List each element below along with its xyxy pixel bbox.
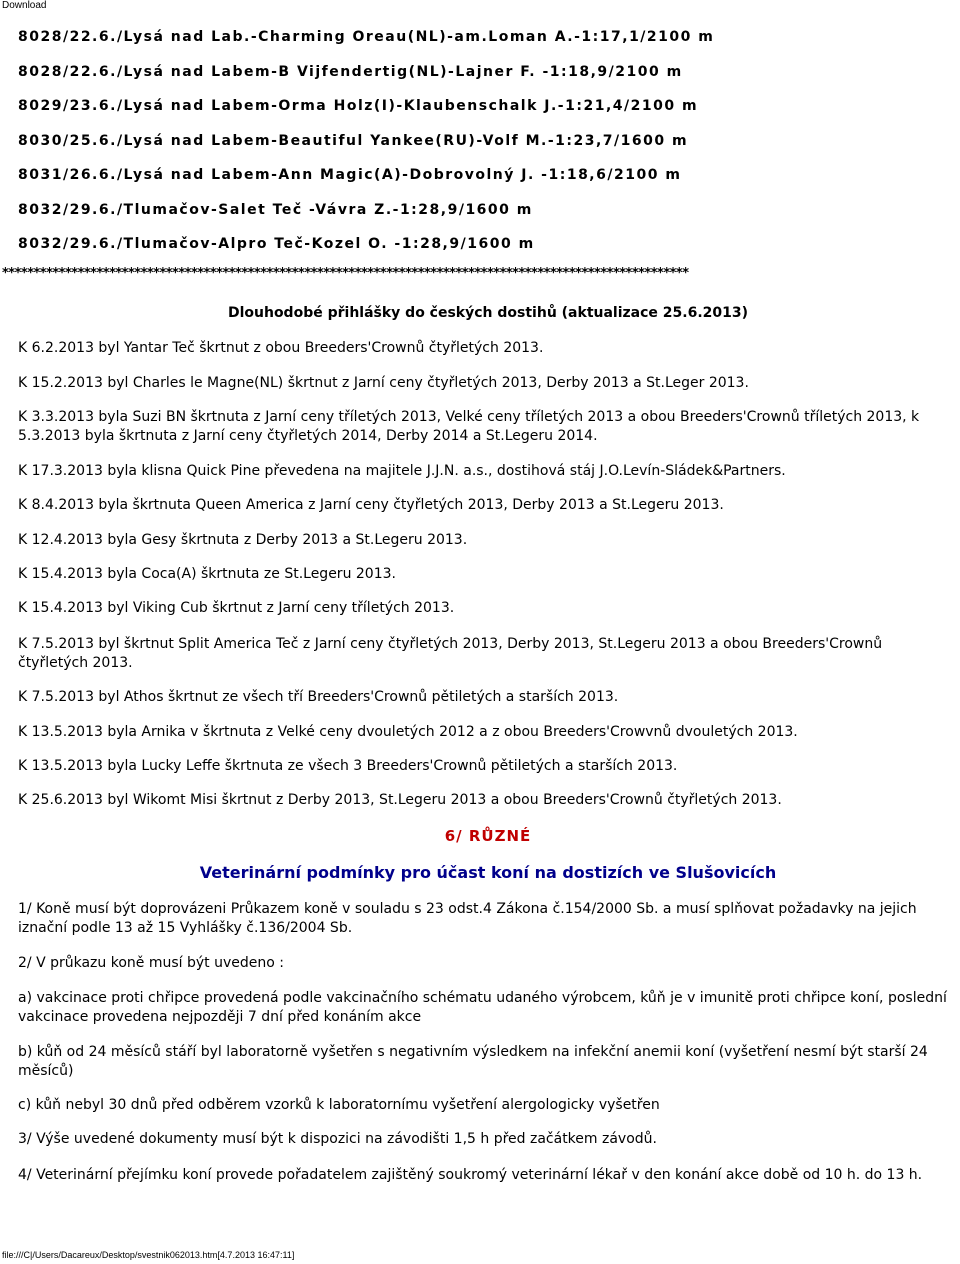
result-line: 8030/25.6./Lysá nad Labem-Beautiful Yankee(RU)-Volf M.-1:23,7/1600 m <box>18 133 689 149</box>
separator-stars: ************************************************************************************************************* <box>2 266 689 281</box>
notice-item: K 13.5.2013 byla Arnika v škrtnuta z Velké ceny dvouletých 2012 a z obou Breeders'Crowvnů dvouletých 2013. <box>18 724 798 740</box>
notice-item: K 8.4.2013 byla škrtnuta Queen America z Jarní ceny čtyřletých 2013, Derby 2013 a St.Legeru 2013. <box>18 497 724 513</box>
notice-item: K 25.6.2013 byl Wikomt Misi škrtnut z Derby 2013, St.Legeru 2013 a obou Breeders'Crownů čtyřletých 2013. <box>18 792 782 808</box>
vet-item: c) kůň nebyl 30 dnů před odběrem vzorků k laboratornímu vyšetření alergologicky vyšetřen <box>18 1097 660 1113</box>
vet-item: a) vakcinace proti chřipce provedená podle vakcinačního schématu udaného výrobcem, kůň je v imunitě proti chřipce koní, poslední vakcinace provedena nejpozději 7 dní před konáním akce <box>18 990 947 1025</box>
vet-item: 1/ Koně musí být doprovázeni Průkazem koně v souladu s 23 odst.4 Zákona č.154/2000 Sb. a musí splňovat požadavky na jejich iznační podle 13 až 15 Vyhlášky č.136/2004 Sb. <box>18 901 917 936</box>
result-line: 8031/26.6./Lysá nad Labem-Ann Magic(A)-Dobrovolný J. -1:18,6/2100 m <box>18 167 682 183</box>
result-line: 8028/22.6./Lysá nad Labem-B Vijfendertig(NL)-Lajner F. -1:18,9/2100 m <box>18 64 683 80</box>
notice-item: K 15.4.2013 byla Coca(A) škrtnuta ze St.Legeru 2013. <box>18 566 396 582</box>
notice-item: K 15.4.2013 byl Viking Cub škrtnut z Jarní ceny tříletých 2013. <box>18 600 455 616</box>
notice-item: K 17.3.2013 byla klisna Quick Pine převedena na majitele J.J.N. a.s., dostihová stáj J.O.Levín-Sládek&Partners. <box>18 463 786 479</box>
result-line: 8032/29.6./Tlumačov-Salet Teč -Vávra Z.-1:28,9/1600 m <box>18 202 533 218</box>
notice-item: K 7.5.2013 byl Athos škrtnut ze všech tří Breeders'Crownů pětiletých a starších 2013. <box>18 689 619 705</box>
notice-item: K 12.4.2013 byla Gesy škrtnuta z Derby 2013 a St.Legeru 2013. <box>18 532 468 548</box>
vet-item: b) kůň od 24 měsíců stáří byl laboratorně vyšetřen s negativním výsledkem na infekční anemii koní (vyšetření nesmí být starší 24 měsíců) <box>18 1044 928 1079</box>
result-line: 8029/23.6./Lysá nad Labem-Orma Holz(I)-Klaubenschalk J.-1:21,4/2100 m <box>18 98 699 114</box>
download-link[interactable]: Download <box>2 0 47 11</box>
vet-title: Veterinární podmínky pro účast koní na dostizích ve Slušovicích <box>199 863 777 882</box>
file-path-footer: file:///C|/Users/Dacareux/Desktop/svestnik062013.htm[4.7.2013 16:47:11] <box>2 1250 295 1260</box>
section-title: 6/ RŮZNÉ <box>444 827 532 845</box>
vet-item: 2/ V průkazu koně musí být uvedeno : <box>18 955 284 971</box>
notice-item: K 3.3.2013 byla Suzi BN škrtnuta z Jarní ceny tříletých 2013, Velké ceny tříletých 2013 a obou Breeders'Crownů tříletých 2013, k 5.3.2013 byla škrtnuta z Jarní ceny čtyřletých 2014, Derby 2014 a St.Legeru 2014. <box>18 409 920 444</box>
result-line: 8032/29.6./Tlumačov-Alpro Teč-Kozel O. -1:28,9/1600 m <box>18 236 535 252</box>
notice-item: K 15.2.2013 byl Charles le Magne(NL) škrtnut z Jarní ceny čtyřletých 2013, Derby 2013 a St.Leger 2013. <box>18 375 749 391</box>
section-heading: Dlouhodobé přihlášky do českých dostihů (aktualizace 25.6.2013) <box>227 305 749 321</box>
notice-item: K 6.2.2013 byl Yantar Teč škrtnut z obou Breeders'Crownů čtyřletých 2013. <box>18 340 544 356</box>
notice-item: K 7.5.2013 byl škrtnut Split America Teč z Jarní ceny čtyřletých 2013, Derby 2013, St.Legeru 2013 a obou Breeders'Crownů čtyřletých 2013. <box>18 636 883 671</box>
vet-item: 3/ Výše uvedené dokumenty musí být k dispozici na závodišti 1,5 h před začátkem závodů. <box>18 1131 657 1147</box>
vet-item: 4/ Veterinární přejímku koní provede pořadatelem zajištěný soukromý veterinární lékař v den konání akce době od 10 h. do 13 h. <box>18 1167 923 1183</box>
result-line: 8028/22.6./Lysá nad Lab.-Charming Oreau(NL)-am.Loman A.-1:17,1/2100 m <box>18 29 715 45</box>
notice-item: K 13.5.2013 byla Lucky Leffe škrtnuta ze všech 3 Breeders'Crownů pětiletých a starších 2013. <box>18 758 678 774</box>
